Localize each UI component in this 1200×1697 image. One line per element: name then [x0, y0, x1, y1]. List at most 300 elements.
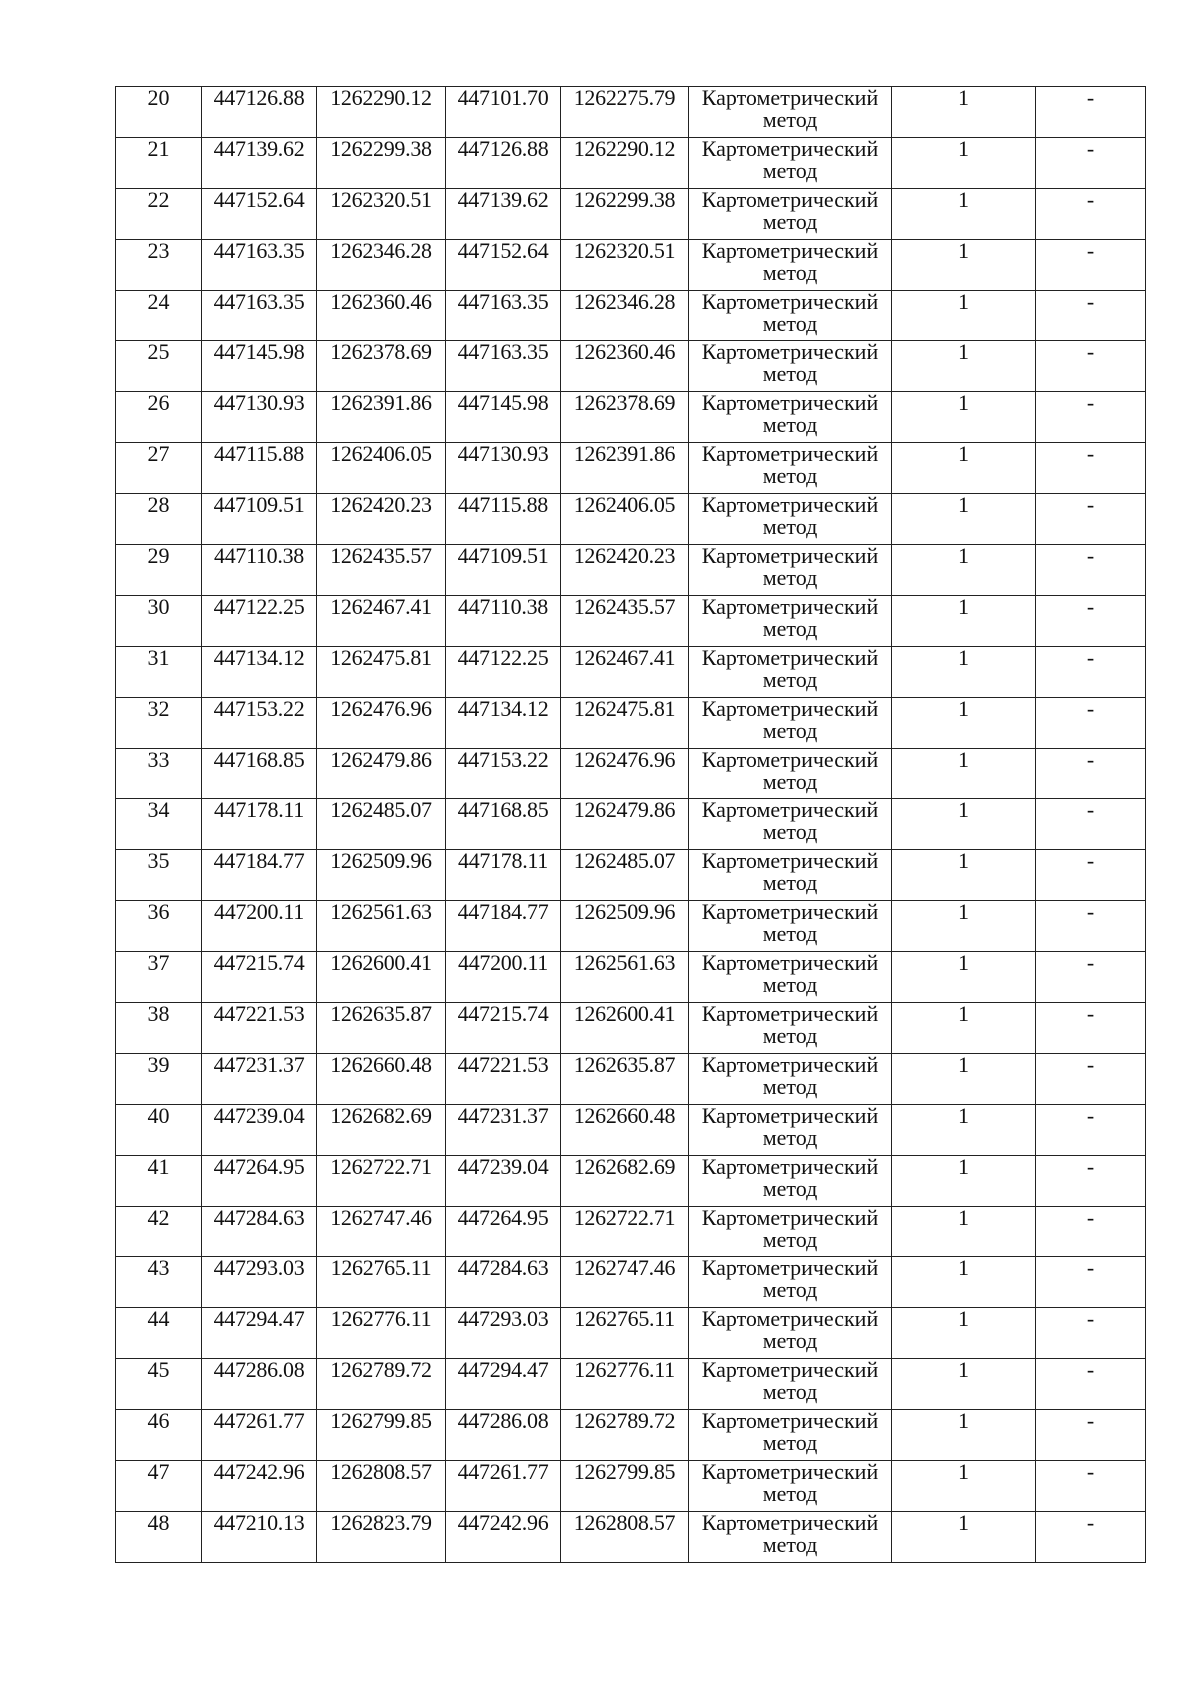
x-coordinate-cell: 447178.11	[202, 799, 317, 850]
method-line-2: метод	[762, 157, 818, 183]
method-line-1: Картометрический	[701, 544, 879, 569]
y-prev-coordinate-cell: 1262476.96	[561, 748, 689, 799]
y-coordinate-cell: 1262509.96	[317, 850, 446, 901]
table-row	[116, 1003, 1146, 1054]
method-line-1: Картометрический	[701, 442, 879, 467]
y-coordinate-cell: 1262391.86	[317, 392, 446, 443]
point-number-cell: 20	[116, 87, 202, 138]
accuracy-cell: 1	[892, 1206, 1036, 1257]
note-cell: -	[1036, 1206, 1146, 1257]
method-line-1: Картометрический	[701, 1409, 879, 1434]
method-line-2: метод	[762, 514, 818, 540]
note-cell: -	[1036, 239, 1146, 290]
note-cell: -	[1036, 137, 1146, 188]
method-cell	[689, 290, 892, 341]
method-cell	[689, 1257, 892, 1308]
x-coordinate-cell: 447215.74	[202, 952, 317, 1003]
method-line-1: Картометрический	[701, 748, 879, 772]
method-line-2: метод	[762, 1328, 818, 1354]
y-coordinate-cell: 1262485.07	[317, 799, 446, 850]
accuracy-cell: 1	[892, 290, 1036, 341]
method-line-2: метод	[762, 1175, 818, 1201]
note-cell: -	[1036, 799, 1146, 850]
method-line-2: метод	[762, 1481, 818, 1507]
note-cell: -	[1036, 901, 1146, 952]
method-cell	[689, 850, 892, 901]
x-prev-coordinate-cell: 447264.95	[446, 1206, 561, 1257]
point-number-cell: 31	[116, 646, 202, 697]
note-cell: -	[1036, 646, 1146, 697]
accuracy-cell: 1	[892, 188, 1036, 239]
method-cell	[689, 545, 892, 596]
point-number-cell: 28	[116, 494, 202, 545]
method-cell	[689, 1359, 892, 1410]
point-number-cell: 23	[116, 239, 202, 290]
method-line-2: метод	[762, 259, 818, 285]
x-prev-coordinate-cell: 447109.51	[446, 545, 561, 596]
accuracy-cell: 1	[892, 1308, 1036, 1359]
x-coordinate-cell: 447284.63	[202, 1206, 317, 1257]
table-row	[116, 952, 1146, 1003]
y-prev-coordinate-cell: 1262391.86	[561, 443, 689, 494]
method-line-2: метод	[762, 1531, 818, 1557]
method-cell	[689, 1461, 892, 1512]
table-row	[116, 1206, 1146, 1257]
y-prev-coordinate-cell: 1262320.51	[561, 239, 689, 290]
x-prev-coordinate-cell: 447178.11	[446, 850, 561, 901]
x-coordinate-cell: 447184.77	[202, 850, 317, 901]
point-number-cell: 38	[116, 1003, 202, 1054]
point-number-cell: 34	[116, 799, 202, 850]
table-row	[116, 443, 1146, 494]
x-coordinate-cell: 447242.96	[202, 1461, 317, 1512]
method-line-1: Картометрический	[701, 1307, 879, 1332]
point-number-cell: 26	[116, 392, 202, 443]
x-coordinate-cell: 447261.77	[202, 1410, 317, 1461]
accuracy-cell: 1	[892, 1461, 1036, 1512]
note-cell: -	[1036, 188, 1146, 239]
method-line-2: метод	[762, 615, 818, 641]
table-row	[116, 799, 1146, 850]
accuracy-cell: 1	[892, 494, 1036, 545]
accuracy-cell: 1	[892, 87, 1036, 138]
y-prev-coordinate-cell: 1262479.86	[561, 799, 689, 850]
x-prev-coordinate-cell: 447139.62	[446, 188, 561, 239]
method-line-2: метод	[762, 1379, 818, 1405]
y-prev-coordinate-cell: 1262808.57	[561, 1511, 689, 1562]
y-prev-coordinate-cell: 1262420.23	[561, 545, 689, 596]
x-prev-coordinate-cell: 447126.88	[446, 137, 561, 188]
method-line-1: Картометрический	[701, 493, 879, 518]
point-number-cell: 45	[116, 1359, 202, 1410]
x-prev-coordinate-cell: 447153.22	[446, 748, 561, 799]
note-cell: -	[1036, 87, 1146, 138]
point-number-cell: 32	[116, 697, 202, 748]
method-line-1: Картометрический	[701, 1104, 879, 1128]
x-coordinate-cell: 447239.04	[202, 1104, 317, 1155]
method-line-2: метод	[762, 412, 818, 438]
method-cell	[689, 697, 892, 748]
method-line-2: метод	[762, 361, 818, 387]
y-prev-coordinate-cell: 1262360.46	[561, 341, 689, 392]
y-prev-coordinate-cell: 1262378.69	[561, 392, 689, 443]
y-prev-coordinate-cell: 1262509.96	[561, 901, 689, 952]
method-cell	[689, 799, 892, 850]
x-prev-coordinate-cell: 447242.96	[446, 1511, 561, 1562]
y-prev-coordinate-cell: 1262435.57	[561, 595, 689, 646]
y-coordinate-cell: 1262808.57	[317, 1461, 446, 1512]
accuracy-cell: 1	[892, 137, 1036, 188]
y-prev-coordinate-cell: 1262682.69	[561, 1155, 689, 1206]
point-number-cell: 27	[116, 443, 202, 494]
y-prev-coordinate-cell: 1262776.11	[561, 1359, 689, 1410]
x-prev-coordinate-cell: 447239.04	[446, 1155, 561, 1206]
point-number-cell: 22	[116, 188, 202, 239]
method-line-2: метод	[762, 310, 818, 336]
y-prev-coordinate-cell: 1262561.63	[561, 952, 689, 1003]
table-row	[116, 290, 1146, 341]
method-cell	[689, 443, 892, 494]
x-prev-coordinate-cell: 447293.03	[446, 1308, 561, 1359]
y-coordinate-cell: 1262776.11	[317, 1308, 446, 1359]
method-cell	[689, 901, 892, 952]
x-coordinate-cell: 447210.13	[202, 1511, 317, 1562]
point-number-cell: 21	[116, 137, 202, 188]
method-line-2: метод	[762, 1023, 818, 1049]
accuracy-cell: 1	[892, 443, 1036, 494]
point-number-cell: 33	[116, 748, 202, 799]
x-coordinate-cell: 447294.47	[202, 1308, 317, 1359]
method-line-2: метод	[762, 1277, 818, 1303]
table-row	[116, 137, 1146, 188]
table-row	[116, 1257, 1146, 1308]
method-cell	[689, 137, 892, 188]
method-line-1: Картометрический	[701, 697, 879, 721]
x-prev-coordinate-cell: 447200.11	[446, 952, 561, 1003]
y-coordinate-cell: 1262799.85	[317, 1410, 446, 1461]
x-coordinate-cell: 447163.35	[202, 239, 317, 290]
table-row	[116, 545, 1146, 596]
table-row	[116, 341, 1146, 392]
accuracy-cell: 1	[892, 799, 1036, 850]
x-coordinate-cell: 447109.51	[202, 494, 317, 545]
x-prev-coordinate-cell: 447110.38	[446, 595, 561, 646]
table-row	[116, 239, 1146, 290]
note-cell: -	[1036, 748, 1146, 799]
table-row	[116, 1410, 1146, 1461]
method-line-1: Картометрический	[701, 86, 879, 110]
x-prev-coordinate-cell: 447294.47	[446, 1359, 561, 1410]
method-cell	[689, 1308, 892, 1359]
y-coordinate-cell: 1262561.63	[317, 901, 446, 952]
y-prev-coordinate-cell: 1262485.07	[561, 850, 689, 901]
method-cell	[689, 595, 892, 646]
method-line-1: Картометрический	[701, 137, 879, 161]
method-line-2: метод	[762, 208, 818, 234]
accuracy-cell: 1	[892, 1104, 1036, 1155]
point-number-cell: 46	[116, 1410, 202, 1461]
table-row	[116, 1155, 1146, 1206]
method-line-2: метод	[762, 1226, 818, 1252]
method-cell	[689, 239, 892, 290]
accuracy-cell: 1	[892, 1003, 1036, 1054]
x-prev-coordinate-cell: 447152.64	[446, 239, 561, 290]
method-line-1: Картометрический	[701, 1053, 879, 1077]
accuracy-cell: 1	[892, 1155, 1036, 1206]
method-line-1: Картометрический	[701, 1256, 879, 1281]
table-row	[116, 1359, 1146, 1410]
y-coordinate-cell: 1262722.71	[317, 1155, 446, 1206]
method-line-1: Картометрический	[701, 951, 879, 976]
method-line-2: метод	[762, 1124, 818, 1150]
point-number-cell: 24	[116, 290, 202, 341]
method-cell	[689, 392, 892, 443]
method-cell	[689, 1155, 892, 1206]
table-row	[116, 188, 1146, 239]
point-number-cell: 43	[116, 1257, 202, 1308]
method-line-2: метод	[762, 717, 818, 743]
method-line-1: Картометрический	[701, 1206, 879, 1230]
table-row	[116, 646, 1146, 697]
y-coordinate-cell: 1262789.72	[317, 1359, 446, 1410]
method-cell	[689, 494, 892, 545]
note-cell: -	[1036, 443, 1146, 494]
y-prev-coordinate-cell: 1262765.11	[561, 1308, 689, 1359]
note-cell: -	[1036, 545, 1146, 596]
y-coordinate-cell: 1262600.41	[317, 952, 446, 1003]
y-prev-coordinate-cell: 1262799.85	[561, 1461, 689, 1512]
y-prev-coordinate-cell: 1262475.81	[561, 697, 689, 748]
method-line-2: метод	[762, 666, 818, 692]
x-coordinate-cell: 447152.64	[202, 188, 317, 239]
point-number-cell: 42	[116, 1206, 202, 1257]
x-prev-coordinate-cell: 447163.35	[446, 341, 561, 392]
x-prev-coordinate-cell: 447168.85	[446, 799, 561, 850]
point-number-cell: 41	[116, 1155, 202, 1206]
x-prev-coordinate-cell: 447145.98	[446, 392, 561, 443]
x-coordinate-cell: 447293.03	[202, 1257, 317, 1308]
table-row	[116, 1511, 1146, 1562]
method-cell	[689, 952, 892, 1003]
y-prev-coordinate-cell: 1262406.05	[561, 494, 689, 545]
table-row	[116, 392, 1146, 443]
method-line-1: Картометрический	[701, 595, 879, 619]
x-coordinate-cell: 447110.38	[202, 545, 317, 596]
note-cell: -	[1036, 1104, 1146, 1155]
table-row	[116, 901, 1146, 952]
method-cell	[689, 646, 892, 697]
method-line-1: Картометрический	[701, 188, 879, 212]
point-number-cell: 35	[116, 850, 202, 901]
note-cell: -	[1036, 1155, 1146, 1206]
y-coordinate-cell: 1262290.12	[317, 87, 446, 138]
note-cell: -	[1036, 595, 1146, 646]
method-line-1: Картометрический	[701, 849, 879, 874]
y-coordinate-cell: 1262475.81	[317, 646, 446, 697]
method-line-1: Картометрический	[701, 340, 879, 365]
table-row	[116, 1308, 1146, 1359]
method-line-2: метод	[762, 870, 818, 896]
method-line-1: Картометрический	[701, 646, 879, 670]
note-cell: -	[1036, 1410, 1146, 1461]
x-coordinate-cell: 447163.35	[202, 290, 317, 341]
y-coordinate-cell: 1262406.05	[317, 443, 446, 494]
accuracy-cell: 1	[892, 341, 1036, 392]
method-line-2: метод	[762, 921, 818, 947]
y-coordinate-cell: 1262435.57	[317, 545, 446, 596]
x-prev-coordinate-cell: 447261.77	[446, 1461, 561, 1512]
x-coordinate-cell: 447122.25	[202, 595, 317, 646]
coordinates-table	[115, 86, 1146, 1563]
accuracy-cell: 1	[892, 545, 1036, 596]
x-coordinate-cell: 447221.53	[202, 1003, 317, 1054]
table-row	[116, 697, 1146, 748]
note-cell: -	[1036, 392, 1146, 443]
x-coordinate-cell: 447115.88	[202, 443, 317, 494]
method-line-2: метод	[762, 463, 818, 489]
method-line-2: метод	[762, 107, 818, 132]
y-prev-coordinate-cell: 1262660.48	[561, 1104, 689, 1155]
x-prev-coordinate-cell: 447221.53	[446, 1053, 561, 1104]
x-coordinate-cell: 447134.12	[202, 646, 317, 697]
note-cell: -	[1036, 494, 1146, 545]
x-coordinate-cell: 447145.98	[202, 341, 317, 392]
y-coordinate-cell: 1262360.46	[317, 290, 446, 341]
x-coordinate-cell: 447286.08	[202, 1359, 317, 1410]
y-coordinate-cell: 1262823.79	[317, 1511, 446, 1562]
y-coordinate-cell: 1262635.87	[317, 1003, 446, 1054]
accuracy-cell: 1	[892, 239, 1036, 290]
x-prev-coordinate-cell: 447122.25	[446, 646, 561, 697]
y-coordinate-cell: 1262476.96	[317, 697, 446, 748]
note-cell: -	[1036, 1003, 1146, 1054]
accuracy-cell: 1	[892, 392, 1036, 443]
method-line-1: Картометрический	[701, 1511, 879, 1535]
x-coordinate-cell: 447126.88	[202, 87, 317, 138]
note-cell: -	[1036, 1257, 1146, 1308]
method-line-1: Картометрический	[701, 290, 879, 314]
y-prev-coordinate-cell: 1262789.72	[561, 1410, 689, 1461]
accuracy-cell: 1	[892, 1257, 1036, 1308]
note-cell: -	[1036, 341, 1146, 392]
x-coordinate-cell: 447168.85	[202, 748, 317, 799]
point-number-cell: 44	[116, 1308, 202, 1359]
method-cell	[689, 1206, 892, 1257]
accuracy-cell: 1	[892, 1359, 1036, 1410]
method-line-1: Картометрический	[701, 239, 879, 263]
table-row	[116, 1053, 1146, 1104]
method-line-1: Картометрический	[701, 798, 879, 823]
note-cell: -	[1036, 1461, 1146, 1512]
table-row	[116, 595, 1146, 646]
method-cell	[689, 87, 892, 138]
x-prev-coordinate-cell: 447215.74	[446, 1003, 561, 1054]
x-prev-coordinate-cell: 447286.08	[446, 1410, 561, 1461]
x-coordinate-cell: 447200.11	[202, 901, 317, 952]
y-coordinate-cell: 1262299.38	[317, 137, 446, 188]
table-row	[116, 850, 1146, 901]
point-number-cell: 39	[116, 1053, 202, 1104]
accuracy-cell: 1	[892, 901, 1036, 952]
x-prev-coordinate-cell: 447134.12	[446, 697, 561, 748]
y-coordinate-cell: 1262320.51	[317, 188, 446, 239]
table-row	[116, 494, 1146, 545]
y-coordinate-cell: 1262378.69	[317, 341, 446, 392]
y-prev-coordinate-cell: 1262635.87	[561, 1053, 689, 1104]
y-prev-coordinate-cell: 1262275.79	[561, 87, 689, 138]
x-prev-coordinate-cell: 447130.93	[446, 443, 561, 494]
x-prev-coordinate-cell: 447284.63	[446, 1257, 561, 1308]
accuracy-cell: 1	[892, 595, 1036, 646]
method-line-1: Картометрический	[701, 391, 879, 416]
point-number-cell: 30	[116, 595, 202, 646]
point-number-cell: 36	[116, 901, 202, 952]
y-coordinate-cell: 1262660.48	[317, 1053, 446, 1104]
method-line-1: Картометрический	[701, 1460, 879, 1485]
table-body	[116, 87, 1146, 1563]
point-number-cell: 48	[116, 1511, 202, 1562]
method-line-2: метод	[762, 768, 818, 794]
method-cell	[689, 1053, 892, 1104]
y-prev-coordinate-cell: 1262290.12	[561, 137, 689, 188]
accuracy-cell: 1	[892, 952, 1036, 1003]
x-prev-coordinate-cell: 447101.70	[446, 87, 561, 138]
point-number-cell: 25	[116, 341, 202, 392]
method-line-2: метод	[762, 972, 818, 998]
accuracy-cell: 1	[892, 646, 1036, 697]
accuracy-cell: 1	[892, 1511, 1036, 1562]
method-line-1: Картометрический	[701, 1002, 879, 1027]
method-cell	[689, 1003, 892, 1054]
note-cell: -	[1036, 952, 1146, 1003]
x-prev-coordinate-cell: 447231.37	[446, 1104, 561, 1155]
table-row	[116, 1461, 1146, 1512]
method-line-2: метод	[762, 565, 818, 591]
table-row	[116, 1104, 1146, 1155]
accuracy-cell: 1	[892, 1053, 1036, 1104]
y-coordinate-cell: 1262479.86	[317, 748, 446, 799]
method-cell	[689, 1104, 892, 1155]
x-coordinate-cell: 447153.22	[202, 697, 317, 748]
x-coordinate-cell: 447231.37	[202, 1053, 317, 1104]
note-cell: -	[1036, 1053, 1146, 1104]
point-number-cell: 40	[116, 1104, 202, 1155]
method-line-2: метод	[762, 819, 818, 845]
note-cell: -	[1036, 1511, 1146, 1562]
method-line-2: метод	[762, 1430, 818, 1456]
method-line-1: Картометрический	[701, 1358, 879, 1383]
accuracy-cell: 1	[892, 850, 1036, 901]
y-coordinate-cell: 1262346.28	[317, 239, 446, 290]
method-line-2: метод	[762, 1073, 818, 1099]
method-line-1: Картометрический	[701, 900, 879, 925]
y-coordinate-cell: 1262420.23	[317, 494, 446, 545]
x-prev-coordinate-cell: 447115.88	[446, 494, 561, 545]
accuracy-cell: 1	[892, 1410, 1036, 1461]
x-prev-coordinate-cell: 447163.35	[446, 290, 561, 341]
table-row	[116, 748, 1146, 799]
method-cell	[689, 1410, 892, 1461]
y-coordinate-cell: 1262765.11	[317, 1257, 446, 1308]
y-prev-coordinate-cell: 1262600.41	[561, 1003, 689, 1054]
x-coordinate-cell: 447264.95	[202, 1155, 317, 1206]
y-coordinate-cell: 1262467.41	[317, 595, 446, 646]
note-cell: -	[1036, 850, 1146, 901]
note-cell: -	[1036, 1359, 1146, 1410]
point-number-cell: 37	[116, 952, 202, 1003]
method-cell	[689, 748, 892, 799]
y-prev-coordinate-cell: 1262346.28	[561, 290, 689, 341]
